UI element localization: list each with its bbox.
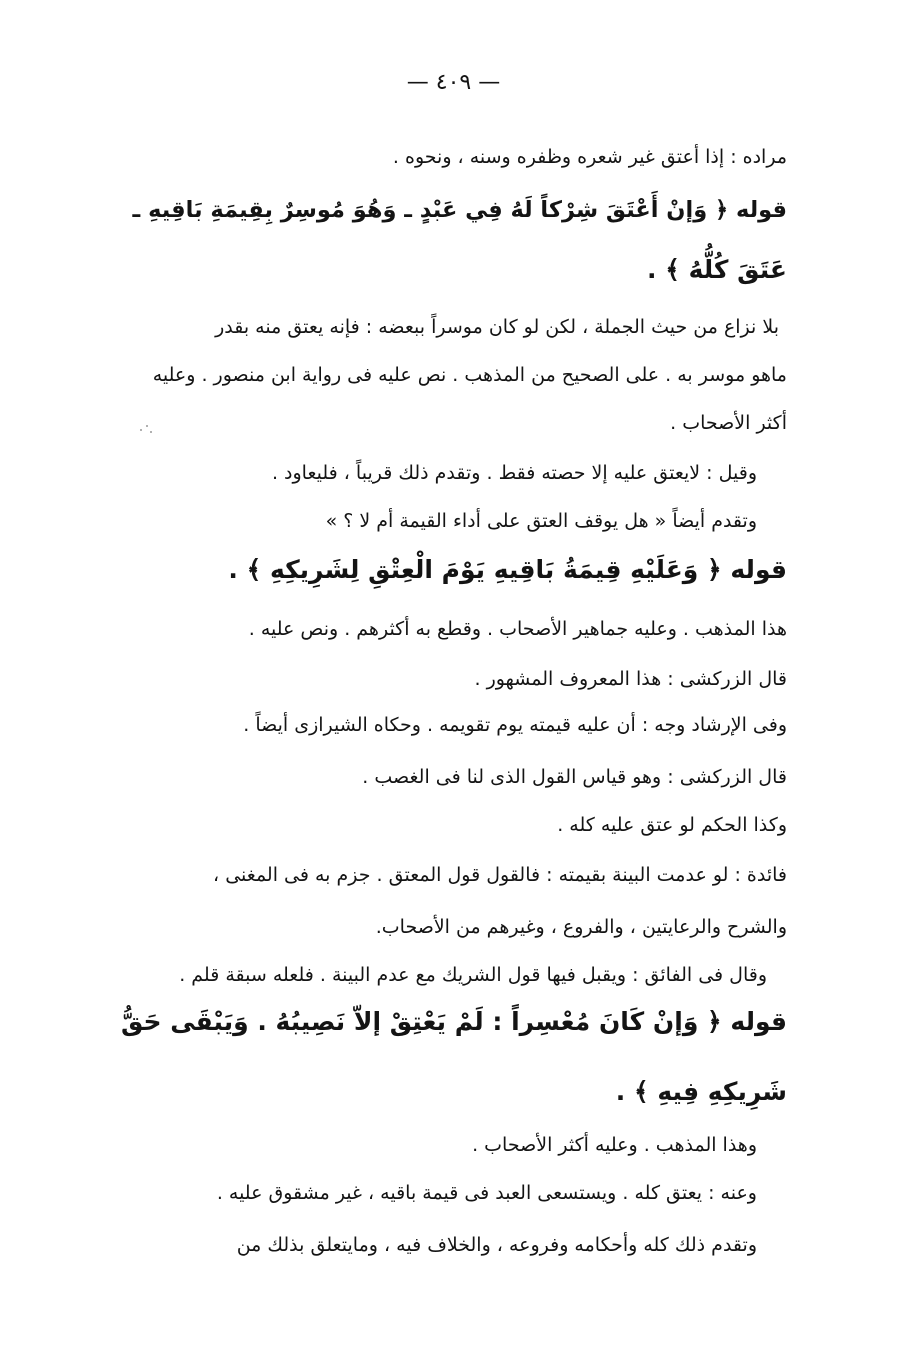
text-line: والشرح والرعايتين ، والفروع ، وغيرهم من الأصحاب. xyxy=(375,916,787,938)
text-line: مراده : إذا أعتق غير شعره وظفره وسنه ، ونحوه . xyxy=(392,146,787,168)
text-line: وتقدم أيضاً « هل يوقف العتق على أداء القيمة أم لا ؟ » xyxy=(325,510,757,532)
verse-line: عَتَقَ كُلُّهُ ﴾ . xyxy=(647,255,787,284)
page-speck xyxy=(140,425,154,435)
text-line: بلا نزاع من حيث الجملة ، لكن لو كان موسراً ببعضه : فإنه يعتق منه بقدر xyxy=(215,316,779,338)
text-line: وعنه : يعتق كله . ويستسعى العبد فى قيمة باقيه ، غير مشقوق عليه . xyxy=(216,1182,757,1204)
text-line: قال الزركشى : هذا المعروف المشهور . xyxy=(474,668,787,690)
text-line: فائدة : لو عدمت البينة بقيمته : فالقول قول المعتق . جزم به فى المغنى ، xyxy=(213,864,787,886)
text-line: ماهو موسر به . على الصحيح من المذهب . نص عليه فى رواية ابن منصور . وعليه xyxy=(152,364,787,386)
text-line: وكذا الحكم لو عتق عليه كله . xyxy=(557,814,787,836)
verse-line: قوله ﴿ وَإنْ أَعْتَقَ شِرْكاً لَهُ فِي عَبْدٍ ـ وَهُوَ مُوسِرٌ بِقِيمَةِ بَاقِيهِ ـ xyxy=(132,197,787,223)
verse-line: قوله ﴿ وَإنْ كَانَ مُعْسِراً : لَمْ يَعْتِقْ إلاّ نَصِيبُهُ . وَيَبْقَى حَقُّ xyxy=(120,1007,787,1036)
verse-line: قوله ﴿ وَعَلَيْهِ قِيمَةُ بَاقِيهِ يَوْمَ الْعِتْقِ لِشَرِيكِهِ ﴾ . xyxy=(228,555,787,584)
text-line: هذا المذهب . وعليه جماهير الأصحاب . وقطع به أكثرهم . ونص عليه . xyxy=(248,618,787,640)
text-line: قال الزركشى : وهو قياس القول الذى لنا فى الغصب . xyxy=(362,766,787,788)
text-line: وقيل : لايعتق عليه إلا حصته فقط . وتقدم ذلك قريباً ، فليعاود . xyxy=(271,462,757,484)
text-line: وهذا المذهب . وعليه أكثر الأصحاب . xyxy=(472,1134,757,1156)
page-number: — ٤٠٩ — xyxy=(406,70,501,95)
text-line: وتقدم ذلك كله وأحكامه وفروعه ، والخلاف فيه ، ومايتعلق بذلك من xyxy=(236,1234,757,1256)
verse-line: شَرِيكِهِ فِيهِ ﴾ . xyxy=(615,1077,787,1106)
text-line: أكثر الأصحاب . xyxy=(670,412,787,434)
text-line: وفى الإرشاد وجه : أن عليه قيمته يوم تقويمه . وحكاه الشيرازى أيضاً . xyxy=(243,714,787,736)
text-line: وقال فى الفائق : ويقبل فيها قول الشريك مع عدم البينة . فلعله سبقة قلم . xyxy=(179,964,767,986)
